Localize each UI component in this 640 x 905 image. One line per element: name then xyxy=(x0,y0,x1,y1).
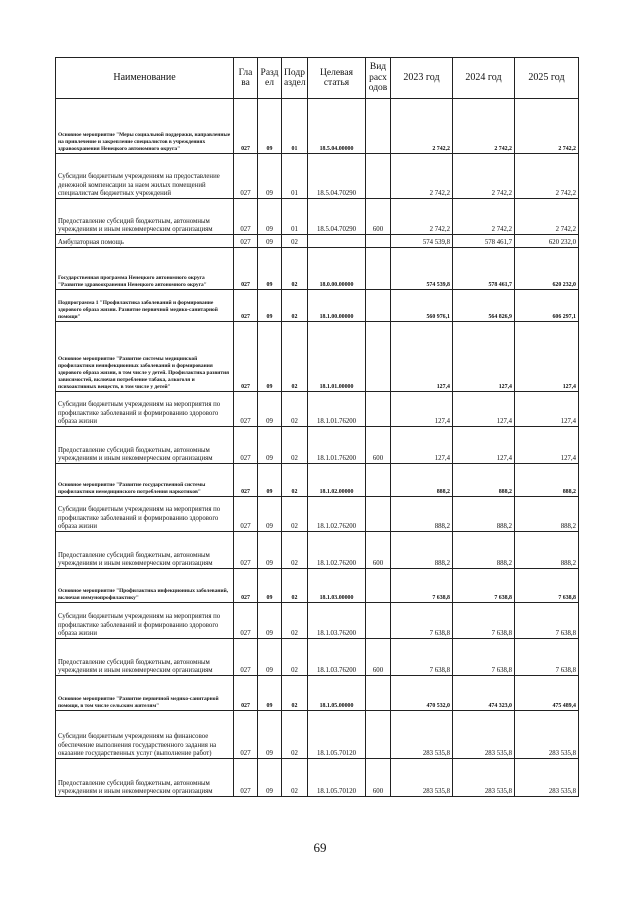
row-vid: 600 xyxy=(366,639,391,676)
table-header-row xyxy=(56,58,579,99)
row-2023: 888,2 xyxy=(391,464,453,497)
row-2024: 578 461,7 xyxy=(453,248,515,290)
row-podrazdel: 01 xyxy=(282,99,308,154)
table-row xyxy=(56,290,579,322)
row-name: Основное мероприятие "Развитие системы медицинской профилактики неинфекционных заболеваний и формирования здорового образа жизни, в том числе у детей. Профилактика развития зависимостей, включая потребление табака, алкоголя и психоактивных веществ, в том числе у детей" xyxy=(56,322,234,392)
row-vid: 600 xyxy=(366,532,391,569)
row-2023: 470 532,0 xyxy=(391,676,453,711)
row-2024: 2 742,2 xyxy=(453,99,515,154)
table-row xyxy=(56,322,579,392)
row-2025: 606 297,1 xyxy=(515,290,579,322)
row-2025: 127,4 xyxy=(515,392,579,427)
row-2025: 2 742,2 xyxy=(515,99,579,154)
row-glava: 027 xyxy=(234,235,258,248)
row-name: Основное мероприятие "Развитие государственной системы профилактики немедицинского потребления наркотиков" xyxy=(56,464,234,497)
header-glava: Гла ва xyxy=(234,58,258,99)
row-vid xyxy=(366,248,391,290)
row-vid xyxy=(366,290,391,322)
row-glava: 027 xyxy=(234,248,258,290)
row-glava: 027 xyxy=(234,569,258,603)
row-2024: 564 826,9 xyxy=(453,290,515,322)
row-2023: 888,2 xyxy=(391,532,453,569)
row-target: 18.5.04.70290 xyxy=(308,199,366,235)
row-2024: 7 638,8 xyxy=(453,639,515,676)
row-2024: 127,4 xyxy=(453,322,515,392)
row-2024: 474 323,0 xyxy=(453,676,515,711)
row-glava: 027 xyxy=(234,464,258,497)
row-vid xyxy=(366,603,391,639)
row-name: Амбулаторная помощь xyxy=(56,235,234,248)
row-2023: 127,4 xyxy=(391,427,453,464)
row-2025: 7 638,8 xyxy=(515,603,579,639)
row-podrazdel: 01 xyxy=(282,154,308,199)
row-podrazdel: 02 xyxy=(282,711,308,759)
row-glava: 027 xyxy=(234,290,258,322)
row-vid xyxy=(366,676,391,711)
row-target: 18.1.03.76200 xyxy=(308,603,366,639)
table-row xyxy=(56,248,579,290)
row-2023: 283 535,8 xyxy=(391,759,453,797)
row-razdel: 09 xyxy=(258,676,282,711)
row-name: Субсидии бюджетным учреждениям на мероприятия по профилактике заболеваний и формированию здорового образа жизни xyxy=(56,497,234,532)
table-row xyxy=(56,497,579,532)
row-glava: 027 xyxy=(234,392,258,427)
table-row xyxy=(56,427,579,464)
row-2023: 888,2 xyxy=(391,497,453,532)
row-name: Подпрограмма 1 "Профилактика заболеваний и формирование здорового образа жизни. Развитие первичной медико-санитарной помощи" xyxy=(56,290,234,322)
table-row xyxy=(56,759,579,797)
row-2025: 2 742,2 xyxy=(515,199,579,235)
table-row xyxy=(56,639,579,676)
row-podrazdel: 02 xyxy=(282,235,308,248)
row-podrazdel: 02 xyxy=(282,464,308,497)
row-vid xyxy=(366,464,391,497)
table-row xyxy=(56,603,579,639)
row-2023: 127,4 xyxy=(391,322,453,392)
row-2025: 127,4 xyxy=(515,322,579,392)
row-name: Субсидии бюджетным учреждениям на мероприятия по профилактике заболеваний и формированию здорового образа жизни xyxy=(56,603,234,639)
row-razdel: 09 xyxy=(258,639,282,676)
row-target: 18.1.01.76200 xyxy=(308,392,366,427)
row-2025: 620 232,0 xyxy=(515,235,579,248)
row-2025: 127,4 xyxy=(515,427,579,464)
row-vid xyxy=(366,99,391,154)
row-podrazdel: 01 xyxy=(282,199,308,235)
table-row xyxy=(56,711,579,759)
row-2023: 7 638,8 xyxy=(391,569,453,603)
row-razdel: 09 xyxy=(258,248,282,290)
row-target: 18.1.05.00000 xyxy=(308,676,366,711)
row-name: Предоставление субсидий бюджетным, автономным учреждениям и иным некоммерческим организациям xyxy=(56,427,234,464)
row-glava: 027 xyxy=(234,427,258,464)
budget-table xyxy=(55,57,579,797)
row-2024: 888,2 xyxy=(453,464,515,497)
row-2024: 127,4 xyxy=(453,392,515,427)
row-vid xyxy=(366,711,391,759)
row-name: Основное мероприятие "Меры социальной поддержки, направленные на привлечение и закрепление специалистов в учреждениях здравоохранения Ненецкого автономного округа" xyxy=(56,99,234,154)
row-podrazdel: 02 xyxy=(282,759,308,797)
header-name: Наименование xyxy=(56,58,234,99)
header-podrazdel: Подр аздел xyxy=(282,58,308,99)
row-glava: 027 xyxy=(234,759,258,797)
row-2025: 7 638,8 xyxy=(515,569,579,603)
row-target: 18.1.02.00000 xyxy=(308,464,366,497)
table-row xyxy=(56,235,579,248)
row-vid xyxy=(366,322,391,392)
row-target: 18.1.03.00000 xyxy=(308,569,366,603)
row-2025: 2 742,2 xyxy=(515,154,579,199)
row-target: 18.1.01.76200 xyxy=(308,427,366,464)
header-2025: 2025 год xyxy=(515,58,579,99)
row-podrazdel: 02 xyxy=(282,392,308,427)
row-2025: 620 232,0 xyxy=(515,248,579,290)
row-razdel: 09 xyxy=(258,235,282,248)
row-vid xyxy=(366,392,391,427)
row-podrazdel: 02 xyxy=(282,322,308,392)
row-name: Предоставление субсидий бюджетным, автономным учреждениям и иным некоммерческим организациям xyxy=(56,532,234,569)
page-number: 69 xyxy=(313,840,327,855)
header-2023: 2023 год xyxy=(391,58,453,99)
row-target xyxy=(308,235,366,248)
row-2023: 7 638,8 xyxy=(391,603,453,639)
row-2023: 574 539,8 xyxy=(391,235,453,248)
row-razdel: 09 xyxy=(258,154,282,199)
row-2023: 2 742,2 xyxy=(391,99,453,154)
row-glava: 027 xyxy=(234,603,258,639)
row-2024: 578 461,7 xyxy=(453,235,515,248)
row-target: 18.5.04.00000 xyxy=(308,99,366,154)
row-2023: 127,4 xyxy=(391,392,453,427)
row-target: 18.1.05.70120 xyxy=(308,711,366,759)
row-glava: 027 xyxy=(234,322,258,392)
header-target: Целевая статья xyxy=(308,58,366,99)
row-razdel: 09 xyxy=(258,392,282,427)
row-target: 18.1.02.76200 xyxy=(308,532,366,569)
row-razdel: 09 xyxy=(258,532,282,569)
row-vid xyxy=(366,497,391,532)
table-row xyxy=(56,532,579,569)
table-row xyxy=(56,199,579,235)
header-2024: 2024 год xyxy=(453,58,515,99)
row-vid: 600 xyxy=(366,199,391,235)
row-2025: 475 489,4 xyxy=(515,676,579,711)
row-2024: 2 742,2 xyxy=(453,154,515,199)
row-name: Предоставление субсидий бюджетным, автономным учреждениям и иным некоммерческим организациям xyxy=(56,199,234,235)
table-row xyxy=(56,464,579,497)
table-body xyxy=(56,99,579,797)
row-2023: 574 539,8 xyxy=(391,248,453,290)
header-razdel: Разд ел xyxy=(258,58,282,99)
row-razdel: 09 xyxy=(258,464,282,497)
row-glava: 027 xyxy=(234,154,258,199)
row-target: 18.1.00.00000 xyxy=(308,290,366,322)
row-podrazdel: 02 xyxy=(282,497,308,532)
row-2024: 888,2 xyxy=(453,532,515,569)
row-glava: 027 xyxy=(234,532,258,569)
row-podrazdel: 02 xyxy=(282,532,308,569)
row-2023: 283 535,8 xyxy=(391,711,453,759)
row-glava: 027 xyxy=(234,639,258,676)
row-name: Основное мероприятие "Развитие первичной медико-санитарной помощи, в том числе сельским жителям" xyxy=(56,676,234,711)
header-vid: Вид расх одов xyxy=(366,58,391,99)
row-razdel: 09 xyxy=(258,427,282,464)
row-name: Государственная программа Ненецкого автономного округа "Развитие здравоохранения Ненецкого автономного округа" xyxy=(56,248,234,290)
row-razdel: 09 xyxy=(258,711,282,759)
row-2023: 7 638,8 xyxy=(391,639,453,676)
row-podrazdel: 02 xyxy=(282,427,308,464)
row-razdel: 09 xyxy=(258,603,282,639)
row-2023: 2 742,2 xyxy=(391,199,453,235)
row-2023: 2 742,2 xyxy=(391,154,453,199)
row-podrazdel: 02 xyxy=(282,676,308,711)
row-razdel: 09 xyxy=(258,497,282,532)
row-glava: 027 xyxy=(234,676,258,711)
row-podrazdel: 02 xyxy=(282,569,308,603)
table-row xyxy=(56,676,579,711)
row-podrazdel: 02 xyxy=(282,248,308,290)
row-2024: 283 535,8 xyxy=(453,711,515,759)
row-glava: 027 xyxy=(234,711,258,759)
row-razdel: 09 xyxy=(258,199,282,235)
row-2024: 888,2 xyxy=(453,497,515,532)
row-razdel: 09 xyxy=(258,99,282,154)
row-glava: 027 xyxy=(234,199,258,235)
table-row xyxy=(56,392,579,427)
row-vid xyxy=(366,569,391,603)
row-podrazdel: 02 xyxy=(282,290,308,322)
row-razdel: 09 xyxy=(258,290,282,322)
row-podrazdel: 02 xyxy=(282,603,308,639)
row-2024: 283 535,8 xyxy=(453,759,515,797)
row-vid: 600 xyxy=(366,759,391,797)
row-2024: 7 638,8 xyxy=(453,603,515,639)
row-vid: 600 xyxy=(366,427,391,464)
row-2024: 7 638,8 xyxy=(453,569,515,603)
row-razdel: 09 xyxy=(258,322,282,392)
row-name: Предоставление субсидий бюджетным, автономным учреждениям и иным некоммерческим организациям xyxy=(56,759,234,797)
row-target: 18.0.00.00000 xyxy=(308,248,366,290)
row-2023: 560 976,1 xyxy=(391,290,453,322)
table-row xyxy=(56,569,579,603)
row-2025: 283 535,8 xyxy=(515,711,579,759)
row-razdel: 09 xyxy=(258,759,282,797)
row-name: Предоставление субсидий бюджетным, автономным учреждениям и иным некоммерческим организациям xyxy=(56,639,234,676)
row-vid xyxy=(366,235,391,248)
row-name: Субсидии бюджетным учреждениям на предоставление денежной компенсации за наем жилых помещений специалистам бюджетных учреждений xyxy=(56,154,234,199)
row-name: Основное мероприятие "Профилактика инфекционных заболеваний, включая иммунопрофилактику" xyxy=(56,569,234,603)
row-target: 18.1.02.76200 xyxy=(308,497,366,532)
table-row xyxy=(56,154,579,199)
row-target: 18.1.01.00000 xyxy=(308,322,366,392)
row-2025: 888,2 xyxy=(515,497,579,532)
row-2024: 2 742,2 xyxy=(453,199,515,235)
row-razdel: 09 xyxy=(258,569,282,603)
row-2025: 7 638,8 xyxy=(515,639,579,676)
row-name: Субсидии бюджетным учреждениям на финансовое обеспечение выполнения государственного задания на оказание государственных услуг (выполнение работ) xyxy=(56,711,234,759)
row-target: 18.1.03.76200 xyxy=(308,639,366,676)
table-row xyxy=(56,99,579,154)
row-vid xyxy=(366,154,391,199)
row-glava: 027 xyxy=(234,497,258,532)
row-target: 18.1.05.70120 xyxy=(308,759,366,797)
row-2025: 888,2 xyxy=(515,532,579,569)
row-podrazdel: 02 xyxy=(282,639,308,676)
row-2025: 283 535,8 xyxy=(515,759,579,797)
row-2024: 127,4 xyxy=(453,427,515,464)
row-2025: 888,2 xyxy=(515,464,579,497)
row-glava: 027 xyxy=(234,99,258,154)
row-name: Субсидии бюджетным учреждениям на мероприятия по профилактике заболеваний и формированию здорового образа жизни xyxy=(56,392,234,427)
row-target: 18.5.04.70290 xyxy=(308,154,366,199)
